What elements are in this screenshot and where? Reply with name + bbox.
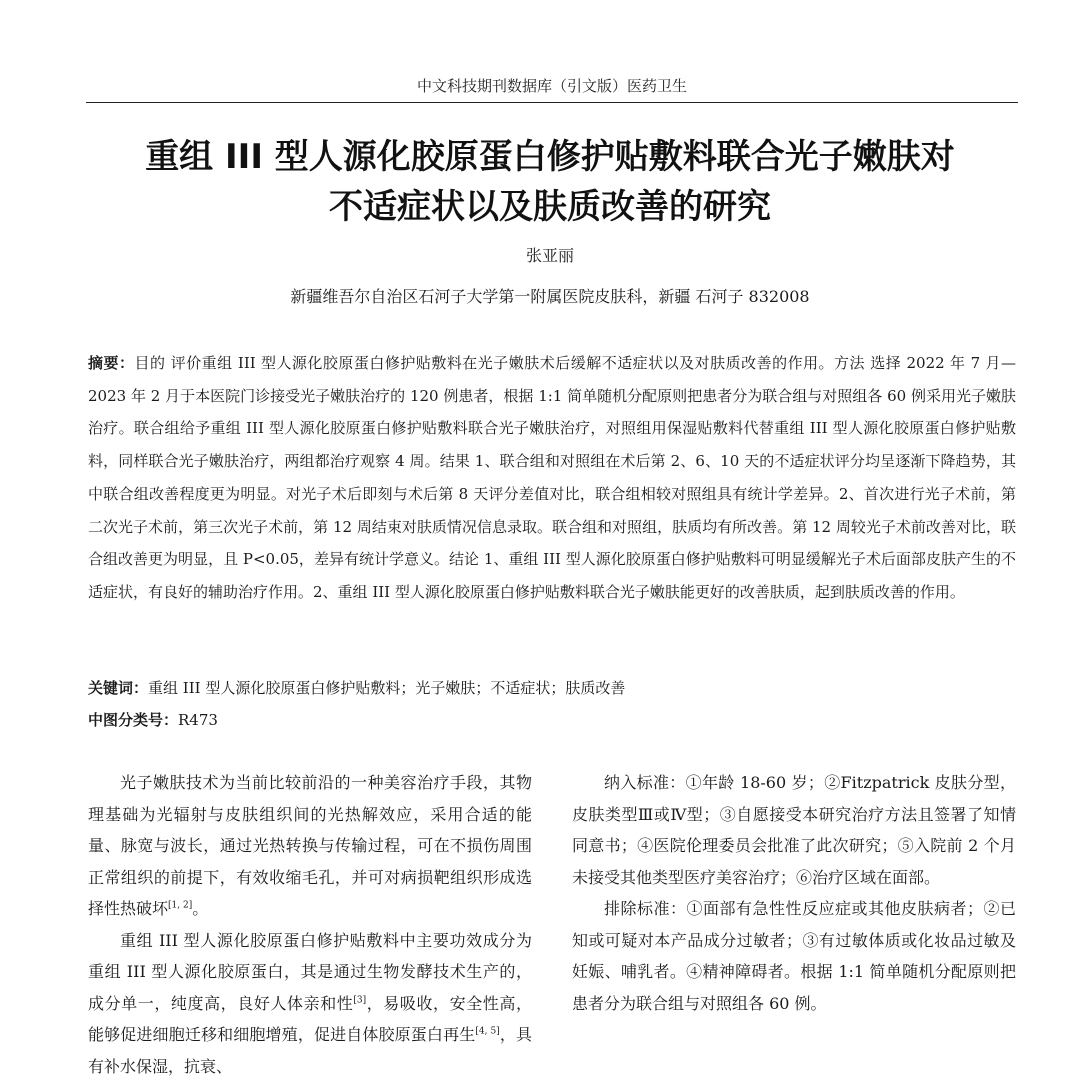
paragraph-text: 光子嫩肤技术为当前比较前沿的一种美容治疗手段，其物理基础为光辐射与皮肤组织间的光热解效应，采用合适的能量、脉宽与波长，通过光热转换与传输过程，可在不损伤周围正常组织的前提下，有效收缩毛孔，并可对病损靶组织形成选择性热破坏 [88, 773, 532, 918]
journal-name: 中文科技期刊数据库（引文版）医药卫生 [416, 77, 687, 95]
journal-header [86, 74, 1018, 103]
exclusion-criteria: 排除标准：①面部有急性性反应症或其他皮肤病者；②已知或可疑对本产品成分过敏者；③有过敏体质或化妆品过敏及妊娠、哺乳者。④精神障碍者。根据 1:1 简单随机分配原则把患者分为联合组与对照组各 60 例。 [572, 899, 1016, 1013]
keywords [88, 675, 1016, 701]
paragraph-text: 重组 III 型人源化胶原蛋白修护贴敷料中主要功效成分为重组 III 型人源化胶原蛋白，其是通过生物发酵技术生产的，成分单一，纯度高，良好人体亲和性 [88, 930, 532, 1013]
title-line-2: 不适症状以及肤质改善的研究 [329, 187, 771, 227]
paragraph-text: 。 [192, 899, 209, 918]
body-column-left [88, 767, 532, 1082]
affiliation: 新疆维吾尔自治区石河子大学第一附属医院皮肤科，新疆 石河子 832008 [290, 287, 810, 306]
article-title [70, 132, 1030, 232]
keywords-text: 重组 III 型人源化胶原蛋白修护贴敷料；光子嫩肤；不适症状；肤质改善 [148, 679, 626, 697]
author: 张亚丽 [525, 246, 574, 265]
body-column-right [572, 767, 1016, 1019]
keywords-label: 关键词： [88, 679, 149, 697]
body-paragraph [88, 767, 532, 925]
citation: [4, 5] [475, 1026, 500, 1037]
classification-code: R473 [178, 711, 218, 729]
citation: [1, 2] [168, 900, 193, 911]
title-line-1: 重组 III 型人源化胶原蛋白修护贴敷料联合光子嫩肤对 [145, 137, 955, 177]
abstract-text: 目的 评价重组 III 型人源化胶原蛋白修护贴敷料在光子嫩肤术后缓解不适症状以及对肤质改善的作用。方法 选择 2022 年 7 月—2023 年 2 月于本医院门诊接受光子嫩肤治疗的 120 例患者，根据 1:1 简单随机分配原则把患者分为联合组与对照组各 60 例采用光子嫩肤治疗。联合组给予重组 III 型人源化胶原蛋白修护贴敷料联合光子嫩肤治疗，对照组用保湿贴敷料代替重组 III 型人源化胶原蛋白修护贴敷料，同样联合光子嫩肤治疗，两组都治疗观察 4 周。结果 1、联合组和对照组在术后第 2、6、10 天的不适症状评分均呈逐渐下降趋势，其中联合组改善程度更为明显。对光子术后即刻与术后第 8 天评分差值对比，联合组相较对照组具有统计学差异。2、首次进行光子术前，第二次光子术前，第三次光子术前，第 12 周结束对肤质情况信息录取。联合组和对照组，肤质均有所改善。第 12 周较光子术前改善对比，联合组改善更为明显，且 P<0.05，差异有统计学意义。结论 1、重组 III 型人源化胶原蛋白修护贴敷料可明显缓解光子术后面部皮肤产生的不适症状，有良好的辅助治疗作用。2、重组 III 型人源化胶原蛋白修护贴敷料联合光子嫩肤能更好的改善肤质，起到肤质改善的作用。 [88, 354, 1016, 601]
abstract [88, 347, 1016, 609]
paragraph-text: ，具有补水保湿，抗衰、 [88, 1025, 532, 1076]
paragraph-text: ，易吸收，安全性高，能够促进细胞迁移和细胞增殖，促进自体胶原蛋白再生 [88, 993, 532, 1044]
citation: [3] [353, 995, 367, 1006]
abstract-label: 摘要： [88, 354, 135, 372]
classification-label: 中图分类号： [88, 711, 179, 729]
body-paragraph [88, 925, 532, 1083]
classification [88, 707, 1016, 733]
inclusion-criteria: 纳入标准：①年龄 18-60 岁；②Fitzpatrick 皮肤分型，皮肤类型Ⅲ或Ⅳ型；③自愿接受本研究治疗方法且签署了知情同意书；④医院伦理委员会批准了此次研究；⑤入院前 2 个月未接受其他类型医疗美容治疗；⑥治疗区域在面部。 [572, 773, 1016, 887]
